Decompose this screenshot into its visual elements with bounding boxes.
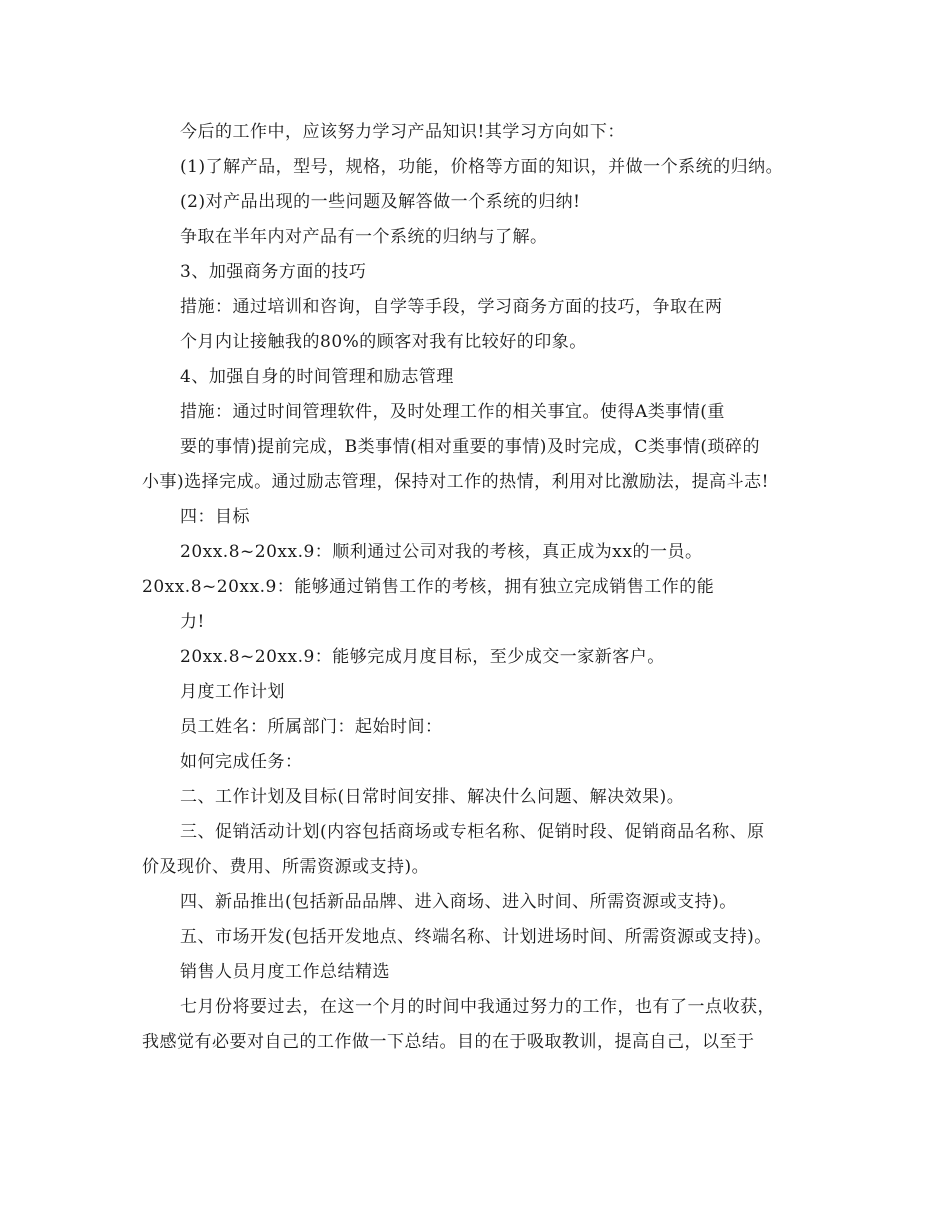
section-heading: 月度工作计划 (180, 682, 285, 702)
text-line: 二、工作计划及目标(日常时间安排、解决什么问题、解决效果)。 (180, 787, 685, 807)
section-heading: 销售人员月度工作总结精选 (180, 962, 390, 982)
text-line: 三、促销活动计划(内容包括商场或专柜名称、促销时段、促销商品名称、原 (180, 822, 765, 842)
text-line: 员工姓名：所属部门：起始时间： (180, 717, 443, 737)
text-line: 20xx.8~20xx.9：能够完成月度目标，至少成交一家新客户。 (180, 647, 665, 667)
text-line: 今后的工作中，应该努力学习产品知识!其学习方向如下： (180, 122, 625, 142)
text-line: 价及现价、费用、所需资源或支持)。 (142, 857, 430, 877)
text-line: 力! (180, 612, 205, 632)
text-line: 20xx.8~20xx.9：能够通过销售工作的考核，拥有独立完成销售工作的能 (142, 577, 715, 597)
text-line: 小事)选择完成。通过励志管理，保持对工作的热情，利用对比激励法，提高斗志! (142, 472, 769, 492)
text-line: 措施：通过培训和咨询，自学等手段，学习商务方面的技巧，争取在两 (180, 297, 723, 317)
section-heading: 四：目标 (180, 507, 250, 527)
text-line: (2)对产品出现的一些问题及解答做一个系统的归纳! (180, 192, 581, 212)
text-line: 措施：通过时间管理软件，及时处理工作的相关事宜。使得A类事情(重 (180, 402, 725, 422)
text-line: 要的事情)提前完成，B类事情(相对重要的事情)及时完成，C类事情(琐碎的 (180, 437, 761, 457)
section-heading: 4、加强自身的时间管理和励志管理 (180, 367, 454, 387)
text-line: 个月内让接触我的80%的顾客对我有比较好的印象。 (180, 332, 587, 352)
text-line: 四、新品推出(包括新品品牌、进入商场、进入时间、所需资源或支持)。 (180, 892, 737, 912)
text-line: 20xx.8~20xx.9：顺利通过公司对我的考核，真正成为xx的一员。 (180, 542, 703, 562)
text-line: (1)了解产品，型号，规格，功能，价格等方面的知识，并做一个系统的归纳。 (180, 157, 784, 177)
text-line: 如何完成任务： (180, 752, 303, 772)
section-heading: 3、加强商务方面的技巧 (180, 262, 367, 282)
text-line: 我感觉有必要对自己的工作做一下总结。目的在于吸取教训，提高自己，以至于 (142, 1032, 755, 1052)
text-line: 争取在半年内对产品有一个系统的归纳与了解。 (180, 227, 548, 247)
text-line: 五、市场开发(包括开发地点、终端名称、计划进场时间、所需资源或支持)。 (180, 927, 772, 947)
text-line: 七月份将要过去，在这一个月的时间中我通过努力的工作，也有了一点收获， (180, 997, 775, 1017)
